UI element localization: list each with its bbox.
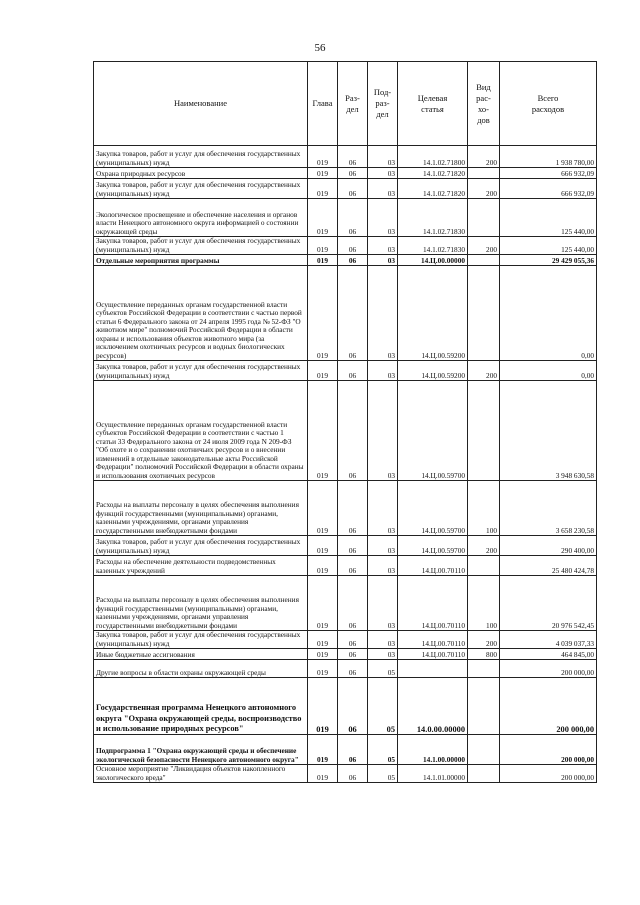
cell-expense-type [468, 168, 500, 179]
cell-name: Закупка товаров, работ и услуг для обеспечения государственных (муниципальных) нужд [94, 237, 308, 255]
cell-total: 20 976 542,45 [500, 576, 597, 631]
cell-expense-type [468, 556, 500, 576]
cell-target: 14.Ц.00.00000 [398, 255, 468, 266]
cell-expense-type: 200 [468, 237, 500, 255]
cell-chapter: 019 [308, 266, 338, 361]
cell-chapter: 019 [308, 735, 338, 765]
cell-target: 14.Ц.00.59200 [398, 361, 468, 381]
cell-section: 06 [338, 255, 368, 266]
cell-total: 29 429 055,36 [500, 255, 597, 266]
cell-chapter: 019 [308, 536, 338, 556]
cell-total: 1 938 780,00 [500, 146, 597, 168]
cell-chapter: 019 [308, 660, 338, 678]
cell-target: 14.Ц.00.59700 [398, 381, 468, 481]
cell-subsection: 03 [368, 146, 398, 168]
table-row [94, 631, 597, 649]
cell-section: 06 [338, 168, 368, 179]
cell-expense-type: 200 [468, 361, 500, 381]
cell-section: 06 [338, 735, 368, 765]
cell-target: 14.1.01.00000 [398, 765, 468, 783]
cell-name: Расходы на выплаты персоналу в целях обеспечения выполнения функций государственными (муниципальными) органами, казенными учреждениями, органами управления государственными внебюджетными фондами [94, 481, 308, 536]
cell-chapter: 019 [308, 146, 338, 168]
cell-name: Государственная программа Ненецкого автономного округа "Охрана окружающей среды, воспроизводство и использование природных ресурсов" [94, 678, 308, 735]
table-row [94, 481, 597, 536]
cell-chapter: 019 [308, 255, 338, 266]
cell-total: 3 948 630,58 [500, 381, 597, 481]
cell-subsection: 05 [368, 660, 398, 678]
cell-subsection: 03 [368, 556, 398, 576]
cell-total: 3 658 230,58 [500, 481, 597, 536]
cell-chapter: 019 [308, 631, 338, 649]
cell-subsection: 03 [368, 361, 398, 381]
col-header-chapter: Глава [308, 62, 338, 146]
cell-name: Основное мероприятие "Ликвидация объектов накопленного экологического вреда" [94, 765, 308, 783]
cell-total: 666 932,09 [500, 168, 597, 179]
cell-expense-type [468, 255, 500, 266]
cell-target: 14.1.02.71830 [398, 237, 468, 255]
cell-expense-type: 800 [468, 649, 500, 660]
cell-name: Другие вопросы в области охраны окружающей среды [94, 660, 308, 678]
cell-chapter: 019 [308, 168, 338, 179]
table-row [94, 237, 597, 255]
cell-chapter: 019 [308, 179, 338, 199]
cell-target: 14.1.02.71820 [398, 179, 468, 199]
table-row [94, 179, 597, 199]
cell-section: 06 [338, 765, 368, 783]
cell-total: 200 000,00 [500, 660, 597, 678]
cell-name: Закупка товаров, работ и услуг для обеспечения государственных (муниципальных) нужд [94, 536, 308, 556]
cell-chapter: 019 [308, 481, 338, 536]
cell-total: 290 400,00 [500, 536, 597, 556]
header-row [94, 62, 597, 146]
cell-section: 06 [338, 536, 368, 556]
cell-subsection: 05 [368, 765, 398, 783]
col-header-expense-type: Вид рас- хо- дов [468, 62, 500, 146]
table-row [94, 381, 597, 481]
table-row [94, 146, 597, 168]
cell-expense-type: 100 [468, 481, 500, 536]
cell-target: 14.Ц.00.70110 [398, 631, 468, 649]
cell-subsection: 03 [368, 199, 398, 237]
col-header-target: Целевая статья [398, 62, 468, 146]
cell-chapter: 019 [308, 765, 338, 783]
cell-expense-type [468, 660, 500, 678]
cell-target: 14.Ц.00.70110 [398, 556, 468, 576]
cell-expense-type: 200 [468, 536, 500, 556]
table-row [94, 255, 597, 266]
page-number: 56 [314, 42, 326, 54]
cell-name: Расходы на обеспечение деятельности подведомственных казенных учреждений [94, 556, 308, 576]
cell-expense-type [468, 735, 500, 765]
cell-expense-type: 200 [468, 146, 500, 168]
cell-chapter: 019 [308, 556, 338, 576]
cell-chapter: 019 [308, 361, 338, 381]
cell-chapter: 019 [308, 199, 338, 237]
cell-section: 06 [338, 678, 368, 735]
cell-target: 14.1.02.71820 [398, 168, 468, 179]
cell-expense-type [468, 266, 500, 361]
cell-expense-type [468, 381, 500, 481]
table-row [94, 735, 597, 765]
col-header-total: Всего расходов [500, 62, 597, 146]
cell-subsection: 03 [368, 381, 398, 481]
cell-total: 200 000,00 [500, 765, 597, 783]
cell-expense-type [468, 678, 500, 735]
cell-name: Экологическое просвещение и обеспечение населения и органов власти Ненецкого автономного округа информацией о состоянии окружающей среды [94, 199, 308, 237]
col-header-subsection: Под- раз- дел [368, 62, 398, 146]
cell-total: 0,00 [500, 361, 597, 381]
cell-name: Расходы на выплаты персоналу в целях обеспечения выполнения функций государственными (муниципальными) органами, казенными учреждениями, органами управления государственными внебюджетными фондами [94, 576, 308, 631]
cell-target: 14.Ц.00.59700 [398, 536, 468, 556]
table-row [94, 199, 597, 237]
cell-chapter: 019 [308, 237, 338, 255]
cell-section: 06 [338, 381, 368, 481]
cell-section: 06 [338, 199, 368, 237]
cell-section: 06 [338, 556, 368, 576]
cell-section: 06 [338, 361, 368, 381]
cell-subsection: 03 [368, 168, 398, 179]
table-row [94, 361, 597, 381]
cell-section: 06 [338, 179, 368, 199]
cell-expense-type [468, 199, 500, 237]
cell-total: 4 039 037,33 [500, 631, 597, 649]
cell-section: 06 [338, 237, 368, 255]
cell-target: 14.Ц.00.70110 [398, 576, 468, 631]
cell-name: Иные бюджетные ассигнования [94, 649, 308, 660]
cell-target [398, 660, 468, 678]
cell-name: Закупка товаров, работ и услуг для обеспечения государственных (муниципальных) нужд [94, 631, 308, 649]
cell-target: 14.0.00.00000 [398, 678, 468, 735]
cell-section: 06 [338, 266, 368, 361]
cell-section: 06 [338, 631, 368, 649]
cell-expense-type: 100 [468, 576, 500, 631]
cell-section: 06 [338, 649, 368, 660]
cell-name: Отдельные мероприятия программы [94, 255, 308, 266]
table-row [94, 649, 597, 660]
table-row [94, 266, 597, 361]
cell-name: Осуществление переданных органам государственной власти субъектов Российской Федерации в соответствии с частью 1 статьи 33 Федерального закона от 24 июля 2009 года N 209-ФЗ "Об охоте и о сохранении охотничьих ресурсов и о внесении изменений в отдельные законодательные акты Российской Федерации" полномочий Российской Федерации в области охраны и использования охотничьих ресурсов [94, 381, 308, 481]
cell-target: 14.Ц.00.59700 [398, 481, 468, 536]
cell-total: 25 480 424,78 [500, 556, 597, 576]
cell-subsection: 03 [368, 179, 398, 199]
cell-subsection: 03 [368, 576, 398, 631]
cell-total: 125 440,00 [500, 237, 597, 255]
cell-total: 200 000,00 [500, 678, 597, 735]
cell-target: 14.1.02.71800 [398, 146, 468, 168]
cell-total: 125 440,00 [500, 199, 597, 237]
cell-expense-type: 200 [468, 179, 500, 199]
cell-subsection: 03 [368, 255, 398, 266]
cell-target: 14.Ц.00.59200 [398, 266, 468, 361]
cell-section: 06 [338, 481, 368, 536]
table-row [94, 168, 597, 179]
cell-subsection: 03 [368, 481, 398, 536]
cell-expense-type [468, 765, 500, 783]
cell-total: 0,00 [500, 266, 597, 361]
cell-expense-type: 200 [468, 631, 500, 649]
cell-name: Подпрограмма 1 "Охрана окружающей среды и обеспечение экологической безопасности Ненецкого автономного округа" [94, 735, 308, 765]
cell-chapter: 019 [308, 576, 338, 631]
cell-subsection: 05 [368, 735, 398, 765]
budget-table [93, 61, 597, 783]
cell-total: 666 932,09 [500, 179, 597, 199]
cell-name: Закупка товаров, работ и услуг для обеспечения государственных (муниципальных) нужд [94, 361, 308, 381]
table-row [94, 678, 597, 735]
cell-chapter: 019 [308, 381, 338, 481]
cell-section: 06 [338, 146, 368, 168]
cell-subsection: 03 [368, 266, 398, 361]
cell-target: 14.1.02.71830 [398, 199, 468, 237]
table-row [94, 660, 597, 678]
cell-section: 06 [338, 576, 368, 631]
cell-name: Закупка товаров, работ и услуг для обеспечения государственных (муниципальных) нужд [94, 146, 308, 168]
table-row [94, 536, 597, 556]
table-row [94, 765, 597, 783]
cell-name: Осуществление переданных органам государственной власти субъектов Российской Федерации в соответствии с частью первой статьи 6 Федерального закона от 24 апреля 1995 года № 52-ФЗ "О животном мире" полномочий Российской Федерации в области охраны и использования объектов животного мира (за исключением охотничьих ресурсов и водных биологических ресурсов) [94, 266, 308, 361]
cell-name: Закупка товаров, работ и услуг для обеспечения государственных (муниципальных) нужд [94, 179, 308, 199]
col-header-section: Раз- дел [338, 62, 368, 146]
cell-subsection: 03 [368, 649, 398, 660]
cell-name: Охрана природных ресурсов [94, 168, 308, 179]
cell-total: 464 845,00 [500, 649, 597, 660]
cell-subsection: 03 [368, 631, 398, 649]
cell-subsection: 05 [368, 678, 398, 735]
cell-subsection: 03 [368, 536, 398, 556]
table-row [94, 556, 597, 576]
table-row [94, 576, 597, 631]
cell-section: 06 [338, 660, 368, 678]
cell-total: 200 000,00 [500, 735, 597, 765]
cell-target: 14.Ц.00.70110 [398, 649, 468, 660]
cell-target: 14.1.00.00000 [398, 735, 468, 765]
cell-chapter: 019 [308, 678, 338, 735]
col-header-name: Наименование [94, 62, 308, 146]
cell-chapter: 019 [308, 649, 338, 660]
cell-subsection: 03 [368, 237, 398, 255]
